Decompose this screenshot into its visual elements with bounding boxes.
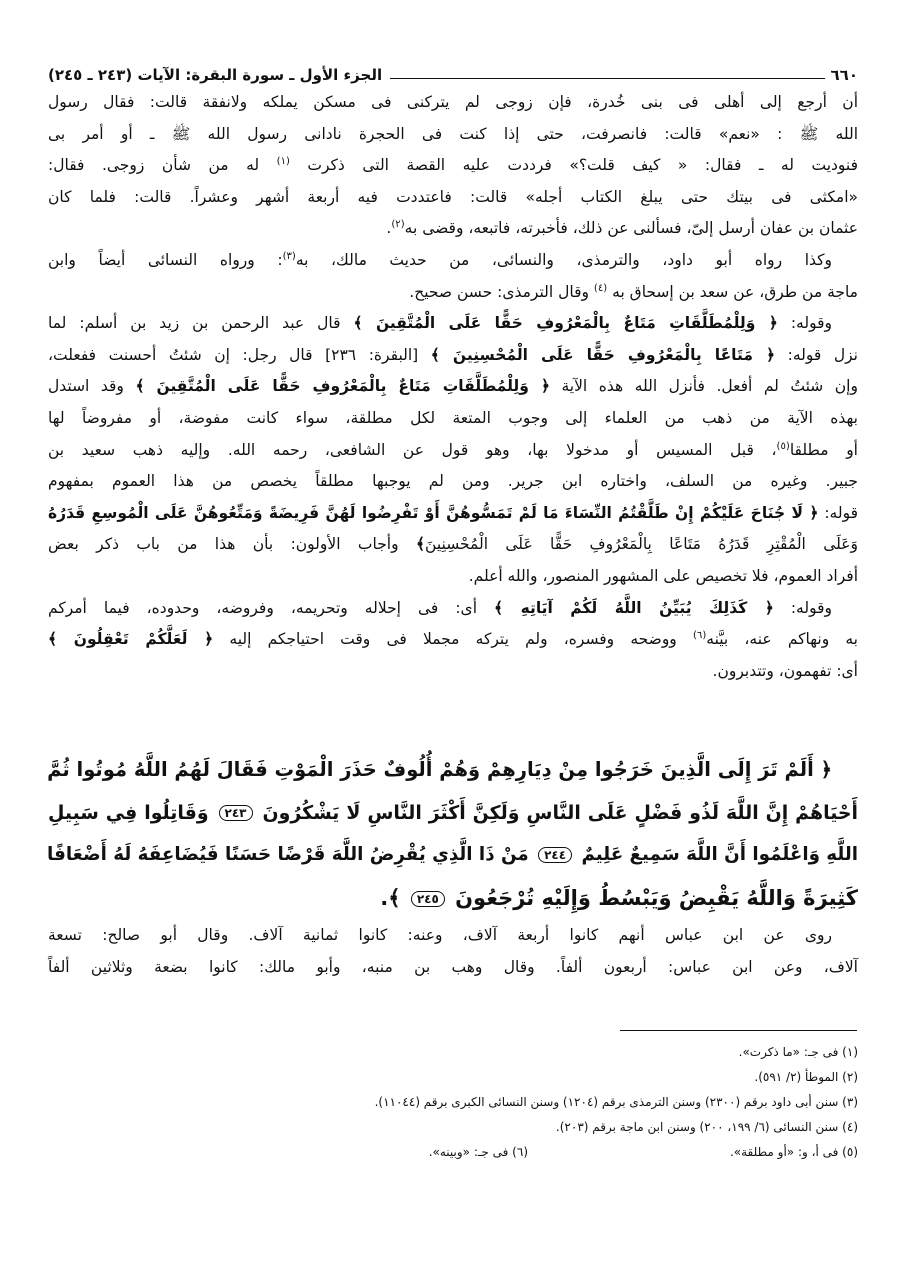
verse-number: ٢٤٤ [538, 847, 572, 863]
text-line: قوله: ﴿ لَا جُنَاحَ عَلَيْكُمْ إِنْ طَلَّقْتُمُ النِّسَاءَ مَا لَمْ تَمَسُّوهُنَّ أَوْ تَفْرِضُوا لَهُنَّ فَرِيضَةً وَمَتِّعُوهُنَّ عَلَى الْمُوسِعِ قَدَرُهُ [48, 503, 858, 522]
text-line: آلاف، وعن ابن عباس: أربعون ألفاً. وقال وهب بن منبه، وأبو مالك: كانوا بضعة وثلاثين ألفاً [48, 958, 858, 976]
footnote-2: (٢) الموطأ (٢/ ٥٩١). [754, 1070, 858, 1084]
text-line [48, 749, 858, 792]
footnote-6: (٦) فى جـ: «وبينه». [428, 1145, 528, 1159]
footnote-marker: (٤) [593, 282, 608, 294]
text-line: أَحْيَاهُمْ إِنَّ اللَّهَ لَذُو فَضْلٍ عَلَى النَّاسِ وَلَكِنَّ أَكْثَرَ النَّاسِ لَا يَشْكُرُونَ ٢٤٣ وَقَاتِلُوا فِي سَبِيلِ [48, 801, 858, 824]
text-line: عثمان بن عفان أرسل إلىّ، فسألنى عن ذلك، فأخبرته، فاتبعه، وقضى به$^{(٢)}$. [386, 219, 858, 238]
text-line: «امكثى فى بيتك حتى يبلغ الكتاب أجله» قالت: فاعتددت فيه أربعة أشهر وعشراً. قالت: فلما كان [48, 187, 858, 206]
text-line: أو مطلقا$^{(٥)}$، قبل المسيس أو مدخولا بها، وهو قول عن الشافعى، رحمه الله. وإليه ذهب سعيد بن [48, 440, 858, 459]
text-line: فنوديت له ـ فقال: « كيف قلت؟» فرددت عليه القصة التى ذكرت $^{(١)}$ له من شأن زوجى. فقال: [48, 156, 859, 175]
text-line: وقوله: ﴿ كَذَلِكَ يُبَيِّنُ اللَّهُ لَكُمْ آيَاتِهِ ﴾ أى: فى إحلاله وتحريمه، وفروضه، وحدوده، فيما أمركم [48, 598, 832, 617]
text-line: اللَّهِ وَاعْلَمُوا أَنَّ اللَّهَ سَمِيعٌ عَلِيمٌ ٢٤٤ مَنْ ذَا الَّذِي يُقْرِضُ اللَّهَ قَرْضًا حَسَنًا فَيُضَاعِفَهُ لَهُ أَضْعَافًا [46, 844, 858, 865]
quran-quote: ﴿ أَلَمْ تَرَ إِلَى الَّذِينَ خَرَجُوا مِنْ دِيَارِهِمْ وَهُمْ أُلُوفٌ حَذَرَ الْمَوْتِ فَقَالَ لَهُمُ اللَّهُ مُوتُوا ثُمَّ [47, 758, 832, 781]
text-line: وقوله: ﴿ وَلِلْمُطَلَّقَاتِ مَتَاعٌ بِالْمَعْرُوفِ حَقًّا عَلَى الْمُتَّقِينَ ﴾ قال عبد الرحمن بن زيد بن أسلم: لما [48, 314, 832, 333]
text-line: ماجة من طرق، عن سعد بن إسحاق به $^{(٤)}$ وقال الترمذى: حسن صحيح. [409, 282, 858, 301]
quran-quote: ﴿ لَعَلَّكُمْ تَعْقِلُونَ ﴾ [48, 630, 214, 649]
footnote-rule [620, 1030, 857, 1031]
footnote-1: (١) فى جـ: «ما ذكرت». [738, 1045, 858, 1059]
footnote-5-6-line [48, 1140, 858, 1165]
text-line: بهذه الآية من ذهب من العلماء إلى وجوب المتعة لكل مطلقة، سواء كانت مفوضة، أو مفروضاً لها [48, 408, 858, 427]
header-rule [390, 78, 824, 79]
quran-quote: ﴿ كَذَلِكَ يُبَيِّنُ اللَّهُ لَكُمْ آيَاتِهِ ﴾ [494, 598, 774, 617]
verse-number: ٢٤٣ [219, 805, 253, 821]
footnote-marker: (١) [276, 156, 290, 168]
footnote-3: (٣) سنن أبى داود برقم (٢٣٠٠) وسنن الترمذى برقم (١٢٠٤) وسنن النسائى الكبرى برقم (١١٠٤٤). [374, 1095, 858, 1109]
text-line: وإن شئتُ لم أفعل. فأنزل الله هذه الآية ﴿ وَلِلْمُطَلَّقَاتِ مَتَاعٌ بِالْمَعْرُوفِ حَقًّا عَلَى الْمُتَّقِينَ ﴾ وقد استدل [48, 377, 858, 396]
text-line: نزل قوله: ﴿ مَتَاعًا بِالْمَعْرُوفِ حَقًّا عَلَى الْمُحْسِنِينَ ﴾ [البقرة: ٢٣٦] قال رجل: إن شئتُ أحسنت ففعلت، [48, 345, 859, 364]
text-line: به ونهاكم عنه، بيَّنه$^{(٦)}$ ووضحه وفسره، ولم يتركه مجملا فى وقت احتياجكم إليه ﴿ لَعَلَّكُمْ تَعْقِلُونَ ﴾ [48, 629, 858, 649]
quran-quote: ﴿ لَا جُنَاحَ عَلَيْكُمْ إِنْ طَلَّقْتُمُ النِّسَاءَ مَا لَمْ تَمَسُّوهُنَّ أَوْ تَفْرِضُوا لَهُنَّ فَرِيضَةً وَمَتِّعُوهُنَّ عَلَى الْمُوسِعِ قَدَرُهُ [48, 503, 819, 522]
footnote-marker: (٦) [692, 629, 707, 641]
header-title: الجزء الأول ـ سورة البقرة: الآيات (٢٤٣ ـ ٢٤٥) [48, 66, 383, 84]
footnote-marker: (٢) [391, 219, 405, 231]
text-line: وكذا رواه أبو داود، والترمذى، والنسائى، من حديث مالك، به$^{(٣)}$: ورواه النسائى أيضاً وابن [48, 250, 833, 269]
text-line: وَعَلَى الْمُقْتِرِ قَدَرُهُ مَتَاعًا بِالْمَعْرُوفِ حَقًّا عَلَى الْمُحْسِنِينَ﴾ وأجاب الأولون: بأن هذا من باب ذكر بعض [48, 535, 858, 554]
footnotes [48, 1040, 858, 1165]
commentary-paragraph [48, 919, 858, 983]
page-number: ٦٦٠ [830, 66, 858, 84]
verse-number: ٢٤٥ [411, 891, 445, 907]
text-line: كَثِيرَةً وَاللَّهُ يَقْبِضُ وَيَبْسُطُ وَإِلَيْهِ تُرْجَعُونَ ٢٤٥ ﴾. [380, 885, 858, 910]
quran-quote: ﴿ وَلِلْمُطَلَّقَاتِ مَتَاعٌ بِالْمَعْرُوفِ حَقًّا عَلَى الْمُتَّقِينَ ﴾ [353, 314, 778, 333]
text-line: أى: تفهمون، وتتدبرون. [712, 661, 858, 680]
text-line: جبير. وغيره من السلف، واختاره ابن جرير. ومن لم يوجبها مطلقاً يخصص من هذا العموم بمفهوم [48, 472, 858, 491]
footnote-marker: (٣) [282, 250, 296, 262]
footnote-5: (٥) فى أ، و: «أو مطلقة». [729, 1145, 858, 1159]
footnote-4: (٤) سنن النسائى (٦/ ١٩٩، ٢٠٠) وسنن ابن ماجة برقم (٢٠٣). [555, 1120, 858, 1134]
quran-verses [48, 749, 858, 919]
quran-quote: ﴿ مَتَاعًا بِالْمَعْرُوفِ حَقًّا عَلَى الْمُحْسِنِينَ ﴾ [430, 345, 776, 364]
text-line: أفراد العموم، فلا تخصيص على المشهور المنصور، والله أعلم. [468, 566, 858, 585]
footnote-marker: (٥) [776, 440, 790, 452]
text-line: أن أرجع إلى أهلى فى بنى خُدرة، فإن زوجى لم يتركنى فى مسكن يملكه ولانفقة قالت: فقال رسول [48, 93, 858, 111]
quran-quote: ﴿ وَلِلْمُطَلَّقَاتِ مَتَاعٌ بِالْمَعْرُوفِ حَقًّا عَلَى الْمُتَّقِينَ ﴾ [135, 377, 550, 396]
text-line: روى عن ابن عباس أنهم كانوا أربعة آلاف، وعنه: كانوا ثمانية آلاف. وقال أبو صالح: تسعة [48, 926, 832, 944]
text-line: الله ﷺ : «نعم» قالت: فانصرفت، حتى إذا كنت فى الحجرة نادانى رسول الله ﷺ ـ أو أمر بى [48, 124, 858, 143]
body-text [48, 87, 858, 687]
running-header [48, 62, 858, 88]
